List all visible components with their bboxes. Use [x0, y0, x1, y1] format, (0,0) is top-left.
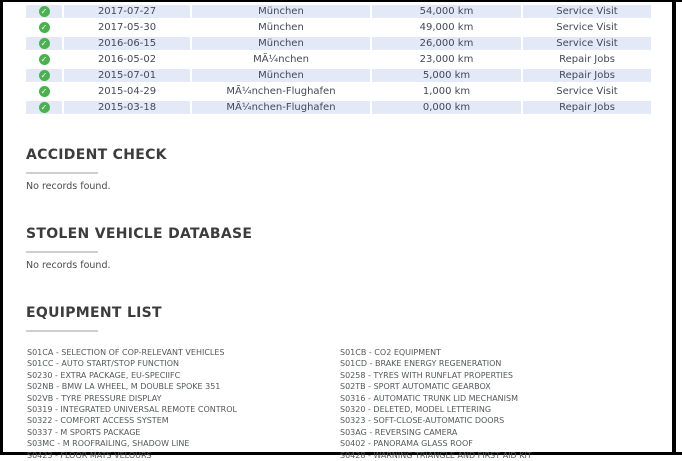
- equipment-item: S0323 - SOFT-CLOSE-AUTOMATIC DOORS: [340, 416, 505, 426]
- equipment-item: S0319 - INTEGRATED UNIVERSAL REMOTE CONTROL: [27, 405, 237, 415]
- section-title-equipment-list: EQUIPMENT LIST: [26, 305, 162, 321]
- table-row: [26, 5, 651, 18]
- cell-date: 2016-06-15: [64, 37, 190, 50]
- cell-location: München: [258, 22, 304, 33]
- cell-date: 2015-07-01: [64, 69, 190, 82]
- cell-date: 2017-07-27: [64, 5, 190, 18]
- equipment-item: S0337 - M SPORTS PACKAGE: [27, 427, 141, 437]
- check-circle-icon: [39, 102, 50, 113]
- table-row: [26, 53, 651, 66]
- check-circle-icon: [39, 86, 50, 97]
- equipment-item: S01CB - CO2 EQUIPMENT: [340, 348, 442, 357]
- cell-mileage: 26,000 km: [372, 37, 521, 50]
- cell-event: Service Visit: [523, 37, 651, 50]
- equipment-item: S0402 - PANORAMA GLASS ROOF: [340, 439, 473, 449]
- check-circle-icon: [39, 38, 50, 49]
- equipment-item: S03MC - M ROOFRAILING, SHADOW LINE: [27, 439, 190, 449]
- cell-mileage: 54,000 km: [372, 5, 521, 18]
- section-divider: [26, 172, 98, 174]
- cell-mileage: 0,000 km: [372, 101, 521, 114]
- cell-event: Repair Jobs: [523, 69, 651, 82]
- table-row: [26, 69, 651, 82]
- cell-location: München: [192, 69, 370, 82]
- section-divider: [26, 251, 98, 253]
- cell-date: 2017-05-30: [97, 22, 157, 33]
- cell-date: 2015-03-18: [64, 101, 190, 114]
- equipment-item: S02NB - BMW LA WHEEL, M DOUBLE SPOKE 351: [27, 382, 221, 392]
- equipment-item: S0423 - FLOOR MATS VELOURS: [27, 450, 152, 460]
- cell-location: München: [192, 5, 370, 18]
- table-row: [26, 37, 651, 50]
- cell-event: Repair Jobs: [559, 54, 615, 65]
- cell-location: MÃ¼nchen: [253, 54, 309, 65]
- cell-event: Service Visit: [523, 5, 651, 18]
- equipment-item: S02VB - TYRE PRESSURE DISPLAY: [27, 393, 162, 403]
- cell-mileage: 23,000 km: [419, 54, 474, 65]
- cell-mileage: 5,000 km: [372, 69, 521, 82]
- equipment-item: S02TB - SPORT AUTOMATIC GEARBOX: [340, 382, 491, 392]
- equipment-column-left: [27, 347, 340, 461]
- cell-location: MÃ¼nchen-Flughafen: [226, 86, 336, 97]
- table-row: [26, 101, 651, 114]
- equipment-column-right: [340, 347, 672, 461]
- cell-mileage: 49,000 km: [419, 22, 474, 33]
- cell-location: MÃ¼nchen-Flughafen: [192, 101, 370, 114]
- cell-mileage: 1,000 km: [422, 86, 471, 97]
- equipment-item: S01CC - AUTO START/STOP FUNCTION: [27, 359, 180, 369]
- cell-event: Service Visit: [556, 86, 618, 97]
- section-title-stolen-vehicle-database: STOLEN VEHICLE DATABASE: [26, 226, 253, 242]
- equipment-item: S0258 - TYRES WITH RUNFLAT PROPERTIES: [340, 370, 513, 380]
- cell-location: München: [192, 37, 370, 50]
- equipment-list: [27, 347, 672, 461]
- cell-event: Repair Jobs: [523, 101, 651, 114]
- report-page: [3, 2, 672, 460]
- equipment-item: S0316 - AUTOMATIC TRUNK LID MECHANISM: [340, 393, 518, 403]
- check-circle-icon: [39, 6, 50, 17]
- equipment-item: S0428 - WARNING TRIANGLE AND FIRST AID KIT: [340, 450, 532, 460]
- service-history-table: [24, 2, 653, 117]
- accident-check-no-records-text: No records found.: [26, 181, 111, 192]
- cell-event: Service Visit: [556, 22, 618, 33]
- cell-date: 2015-04-29: [97, 86, 157, 97]
- table-row: [26, 85, 651, 98]
- equipment-item: S0320 - DELETED, MODEL LETTERING: [340, 405, 492, 415]
- equipment-item: S0322 - COMFORT ACCESS SYSTEM: [27, 416, 169, 426]
- cell-date: 2016-05-02: [97, 54, 157, 65]
- check-circle-icon: [39, 70, 50, 81]
- equipment-item: S0230 - EXTRA PACKAGE, EU-SPECIIFC: [27, 370, 181, 380]
- equipment-item: S03AG - REVERSING CAMERA: [340, 427, 458, 437]
- section-divider: [26, 330, 98, 332]
- screenshot-border-right: [672, 0, 676, 455]
- check-circle-icon: [39, 22, 50, 33]
- equipment-item: S01CD - BRAKE ENERGY REGENERATION: [340, 359, 502, 369]
- stolen-vehicle-no-records-text: No records found.: [26, 260, 111, 271]
- equipment-item: S01CA - SELECTION OF COP-RELEVANT VEHICLES: [27, 348, 225, 357]
- check-circle-icon: [39, 54, 50, 65]
- table-row: [26, 21, 651, 34]
- section-title-accident-check: ACCIDENT CHECK: [26, 147, 167, 163]
